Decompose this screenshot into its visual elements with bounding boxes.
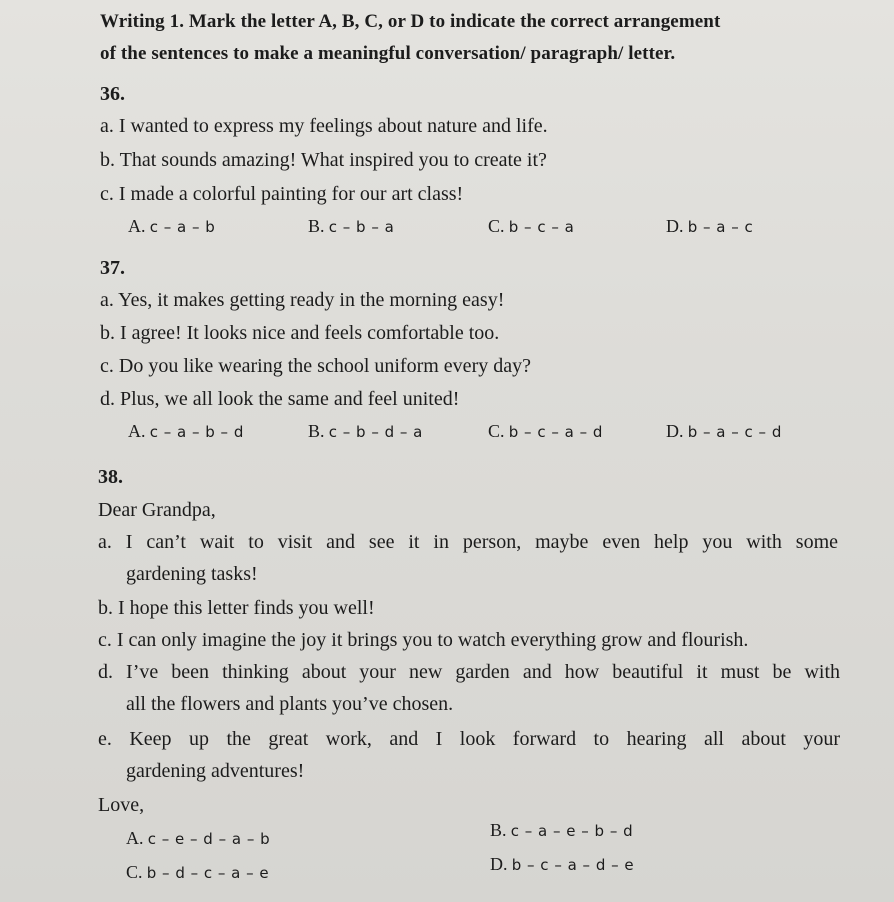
- q36-option-a[interactable]: [128, 215, 215, 238]
- option-label: B.: [308, 421, 325, 441]
- option-label: A.: [126, 828, 144, 848]
- option-sequence: b – c – a: [508, 218, 575, 236]
- option-sequence: b – a – c: [687, 218, 754, 236]
- option-label: D.: [666, 421, 684, 441]
- option-label: B.: [308, 216, 325, 236]
- q36-option-c[interactable]: [488, 215, 574, 238]
- q38-option-a[interactable]: [126, 827, 270, 850]
- option-label: D.: [490, 854, 508, 874]
- q38-sentence-b: b. I hope this letter finds you well!: [98, 597, 375, 619]
- option-label: B.: [490, 820, 507, 840]
- q36-sentence-b: b. That sounds amazing! What inspired you to create it?: [100, 149, 547, 171]
- question-38-number: 38.: [98, 466, 123, 488]
- q36-sentence-a: a. I wanted to express my feelings about nature and life.: [100, 115, 548, 137]
- option-sequence: c – a – b: [149, 218, 216, 236]
- option-label: C.: [126, 862, 143, 882]
- q37-sentence-a: a. Yes, it makes getting ready in the morning easy!: [100, 289, 505, 311]
- option-sequence: c – e – d – a – b: [147, 830, 271, 848]
- option-sequence: c – a – e – b – d: [510, 822, 634, 840]
- q36-sentence-c: c. I made a colorful painting for our art class!: [100, 183, 464, 205]
- letter-closing: Love,: [98, 794, 145, 816]
- q37-sentence-b: b. I agree! It looks nice and feels comfortable too.: [100, 322, 500, 344]
- option-sequence: b – c – a – d – e: [511, 856, 635, 874]
- q38-sentence-e-line-1: e. Keep up the great work, and I look forward to hearing all about your: [98, 728, 840, 750]
- q38-option-d[interactable]: [490, 853, 634, 876]
- q37-option-a[interactable]: [128, 420, 244, 443]
- option-sequence: b – a – c – d: [687, 423, 782, 441]
- q36-option-d[interactable]: [666, 215, 753, 238]
- q38-option-b[interactable]: [490, 819, 633, 842]
- q38-option-c[interactable]: [126, 861, 269, 884]
- q36-option-b[interactable]: [308, 215, 394, 238]
- question-37-number: 37.: [100, 257, 125, 279]
- option-label: D.: [666, 216, 684, 236]
- q37-sentence-d: d. Plus, we all look the same and feel united!: [100, 388, 460, 410]
- q38-sentence-d-line-2: all the flowers and plants you’ve chosen.: [126, 693, 454, 715]
- instruction-line-2: of the sentences to make a meaningful conversation/ paragraph/ letter.: [100, 43, 676, 64]
- q38-sentence-e-line-2: gardening adventures!: [126, 760, 305, 782]
- question-36-number: 36.: [100, 83, 125, 105]
- option-sequence: b – d – c – a – e: [146, 864, 270, 882]
- q37-option-d[interactable]: [666, 420, 782, 443]
- q38-sentence-a-line-1: a. I can’t wait to visit and see it in person, maybe even help you with some: [98, 531, 838, 553]
- q38-sentence-c: c. I can only imagine the joy it brings you to watch everything grow and flourish.: [98, 629, 749, 651]
- option-label: C.: [488, 216, 505, 236]
- option-sequence: c – b – d – a: [328, 423, 423, 441]
- q38-sentence-d-line-1: d. I’ve been thinking about your new garden and how beautiful it must be with: [98, 661, 840, 683]
- q37-option-c[interactable]: [488, 420, 603, 443]
- instruction-line-1: Writing 1. Mark the letter A, B, C, or D to indicate the correct arrangement: [100, 11, 721, 32]
- option-label: C.: [488, 421, 505, 441]
- option-sequence: c – b – a: [328, 218, 395, 236]
- q37-sentence-c: c. Do you like wearing the school uniform every day?: [100, 355, 531, 377]
- option-label: A.: [128, 421, 146, 441]
- option-sequence: b – c – a – d: [508, 423, 603, 441]
- letter-greeting: Dear Grandpa,: [98, 499, 216, 521]
- option-label: A.: [128, 216, 146, 236]
- q37-option-b[interactable]: [308, 420, 423, 443]
- option-sequence: c – a – b – d: [149, 423, 244, 441]
- q38-sentence-a-line-2: gardening tasks!: [126, 563, 258, 585]
